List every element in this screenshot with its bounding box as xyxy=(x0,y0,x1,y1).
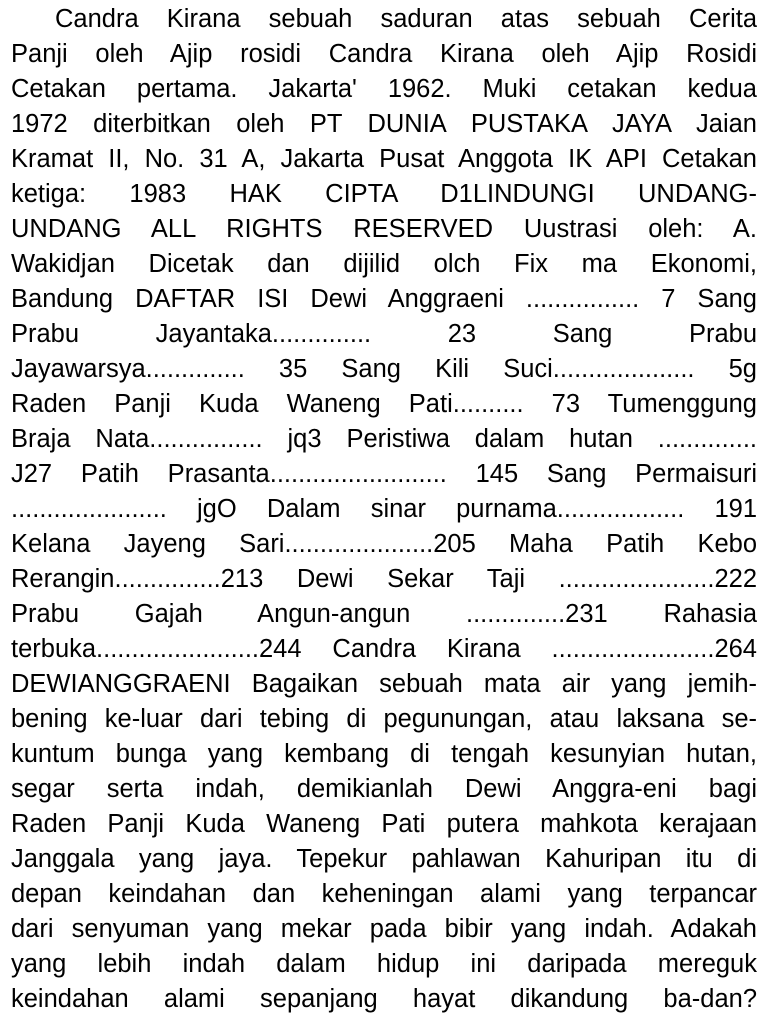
text-line: Candra Kirana sebuah saduran atas sebuah Cerita xyxy=(55,5,757,33)
text-line: Raden Panji Kuda Waneng Pati.......... 73 Tumenggung xyxy=(11,390,757,418)
text-line: 1972 diterbitkan oleh PT DUNIA PUSTAKA JAYA Jaian xyxy=(11,110,757,138)
text-line: DEWIANGGRAENI Bagaikan sebuah mata air yang jemih- xyxy=(11,670,757,698)
text-line: Prabu Jayantaka.............. 23 Sang Prabu xyxy=(11,320,757,348)
text-line: Kramat II, No. 31 A, Jakarta Pusat Anggota IK API Cetakan xyxy=(11,145,757,173)
text-line: Prabu Gajah Angun-angun ..............231 Rahasia xyxy=(11,600,757,628)
text-line: Panji oleh Ajip rosidi Candra Kirana oleh Ajip Rosidi xyxy=(11,40,757,68)
text-line: Wakidjan Dicetak dan dijilid olch Fix ma Ekonomi, xyxy=(11,250,757,278)
text-line: Jayawarsya.............. 35 Sang Kili Suci.................... 5g xyxy=(11,355,757,383)
text-line: ketiga: 1983 HAK CIPTA D1LINDUNGI UNDANG- xyxy=(11,180,757,208)
text-line: Rerangin...............213 Dewi Sekar Taji ......................222 xyxy=(11,565,757,593)
text-line: kuntum bunga yang kembang di tengah kesunyian hutan, xyxy=(11,740,757,768)
text-line: bening ke-luar dari tebing di pegunungan, atau laksana se- xyxy=(11,705,757,733)
text-line: Cetakan pertama. Jakarta' 1962. Muki cetakan kedua xyxy=(11,75,757,103)
text-line: depan keindahan dan keheningan alami yang terpancar xyxy=(11,880,757,908)
text-line: dari senyuman yang mekar pada bibir yang indah. Adakah xyxy=(11,915,757,943)
text-line: Braja Nata................ jq3 Peristiwa dalam hutan .............. xyxy=(11,425,757,453)
text-line: J27 Patih Prasanta......................... 145 Sang Permaisuri xyxy=(11,460,757,488)
text-line: UNDANG ALL RIGHTS RESERVED Uustrasi oleh: A. xyxy=(11,215,757,243)
text-line: Janggala yang jaya. Tepekur pahlawan Kahuripan itu di xyxy=(11,845,757,873)
text-line: ...................... jgO Dalam sinar purnama.................. 191 xyxy=(11,495,757,523)
text-line: yang lebih indah dalam hidup ini daripada mereguk xyxy=(11,950,757,978)
text-line: terbuka.......................244 Candra Kirana .......................264 xyxy=(11,635,757,663)
text-line: segar serta indah, demikianlah Dewi Anggra-eni bagi xyxy=(11,775,757,803)
text-line: Kelana Jayeng Sari.....................205 Maha Patih Kebo xyxy=(11,530,757,558)
document-page xyxy=(11,0,757,1024)
text-line: keindahan alami sepanjang hayat dikandung ba-dan? xyxy=(11,985,757,1013)
text-line: Bandung DAFTAR ISI Dewi Anggraeni ................ 7 Sang xyxy=(11,285,757,313)
text-line: Raden Panji Kuda Waneng Pati putera mahkota kerajaan xyxy=(11,810,757,838)
